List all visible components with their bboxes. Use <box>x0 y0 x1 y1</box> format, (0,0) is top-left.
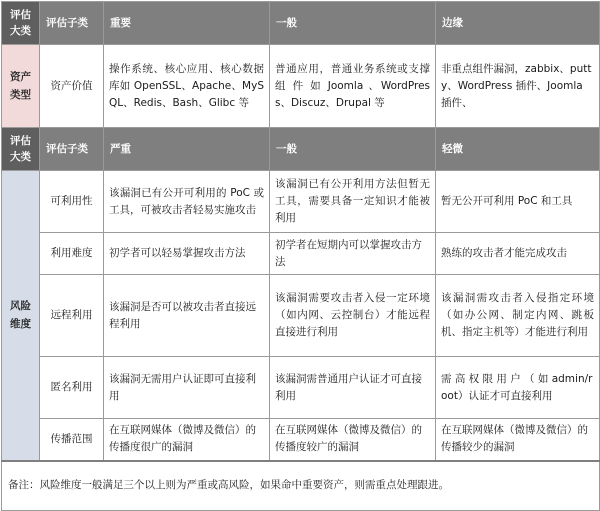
vulnerability-assessment-table <box>1 1 600 511</box>
risk-row-spread <box>2 419 600 461</box>
risk-row-exploitability <box>2 171 600 233</box>
risk-row-difficulty-general: 初学者在短期内可以掌握攻击方法 <box>270 233 436 275</box>
asset-row-subcategory: 资产价值 <box>40 45 104 128</box>
risk-row-difficulty-subcategory: 利用难度 <box>40 233 104 275</box>
risk-row-exploitability-severe: 该漏洞已有公开可利用的 PoC 或工具，可被攻击者轻易实施攻击 <box>104 171 270 233</box>
risk-row-anonymous-minor: 需 高 权 限 用 户 （ 如 admin/root）认证才可直接利用 <box>436 357 600 419</box>
risk-group-label: 风险维度 <box>2 171 40 461</box>
asset-header-level-important: 重要 <box>104 2 270 45</box>
risk-row-remote <box>2 275 600 357</box>
asset-header-level-general: 一般 <box>270 2 436 45</box>
risk-header-level-severe: 严重 <box>104 128 270 171</box>
risk-row-remote-minor: 该漏洞需攻击者入侵指定环境（如办公网、制定内网、跳板机、指定主机等）才能进行利用 <box>436 275 600 357</box>
asset-row-marginal-cell: 非重点组件漏洞，zabbix、putty、WordPress 插件、Joomla 插件、 <box>436 45 600 128</box>
risk-row-difficulty-severe: 初学者可以轻易掌握攻击方法 <box>104 233 270 275</box>
risk-row-anonymous <box>2 357 600 419</box>
risk-header-category: 评估大类 <box>2 128 40 171</box>
asset-header-subcategory: 评估子类 <box>40 2 104 45</box>
table-note: 备注：风险维度一般满足三个以上则为严重或高风险，如果命中重要资产，则需重点处理跟进。 <box>2 461 600 511</box>
asset-header-row <box>2 2 600 45</box>
risk-row-difficulty-minor: 熟练的攻击者才能完成攻击 <box>436 233 600 275</box>
risk-header-subcategory: 评估子类 <box>40 128 104 171</box>
asset-row-general-cell: 普通应用，普通业务系统或支撑 组 件 如 Joomla 、WordPress、Discuz、Drupal 等 <box>270 45 436 128</box>
risk-row-spread-severe: 在互联网媒体（微博及微信）的传播度很广的漏洞 <box>104 419 270 461</box>
risk-header-level-minor: 轻微 <box>436 128 600 171</box>
asset-row-value <box>2 45 600 128</box>
risk-row-exploitability-subcategory: 可利用性 <box>40 171 104 233</box>
risk-row-exploitability-minor: 暂无公开可利用 PoC 和工具 <box>436 171 600 233</box>
risk-row-remote-subcategory: 远程利用 <box>40 275 104 357</box>
risk-row-anonymous-general: 该漏洞需普通用户认证才可直接利用 <box>270 357 436 419</box>
risk-row-spread-subcategory: 传播范围 <box>40 419 104 461</box>
risk-row-spread-general: 在互联网媒体（微博及微信）的传播度较广的漏洞 <box>270 419 436 461</box>
asset-header-category: 评估大类 <box>2 2 40 45</box>
asset-group-label: 资产类型 <box>2 45 40 128</box>
asset-header-level-marginal: 边缘 <box>436 2 600 45</box>
risk-header-level-general: 一般 <box>270 128 436 171</box>
risk-header-row <box>2 128 600 171</box>
note-row <box>2 461 600 511</box>
assessment-table-wrapper <box>1 1 599 511</box>
asset-row-important-cell: 操作系统、核心应用、核心数据库如 OpenSSL、Apache、MySQL、Redis、Bash、Glibc 等 <box>104 45 270 128</box>
risk-row-remote-general: 该漏洞需要攻击者入侵一定环境（如内网、云控制台）才能远程直接进行利用 <box>270 275 436 357</box>
risk-row-remote-severe: 该漏洞是否可以被攻击者直接远程利用 <box>104 275 270 357</box>
risk-row-spread-minor: 在互联网媒体（微博及微信）的传播较少的漏洞 <box>436 419 600 461</box>
risk-row-anonymous-subcategory: 匿名利用 <box>40 357 104 419</box>
risk-row-anonymous-severe: 该漏洞无需用户认证即可直接利用 <box>104 357 270 419</box>
risk-row-difficulty <box>2 233 600 275</box>
risk-row-exploitability-general: 该漏洞已有公开利用方法但暂无工具，需要具备一定知识才能被利用 <box>270 171 436 233</box>
